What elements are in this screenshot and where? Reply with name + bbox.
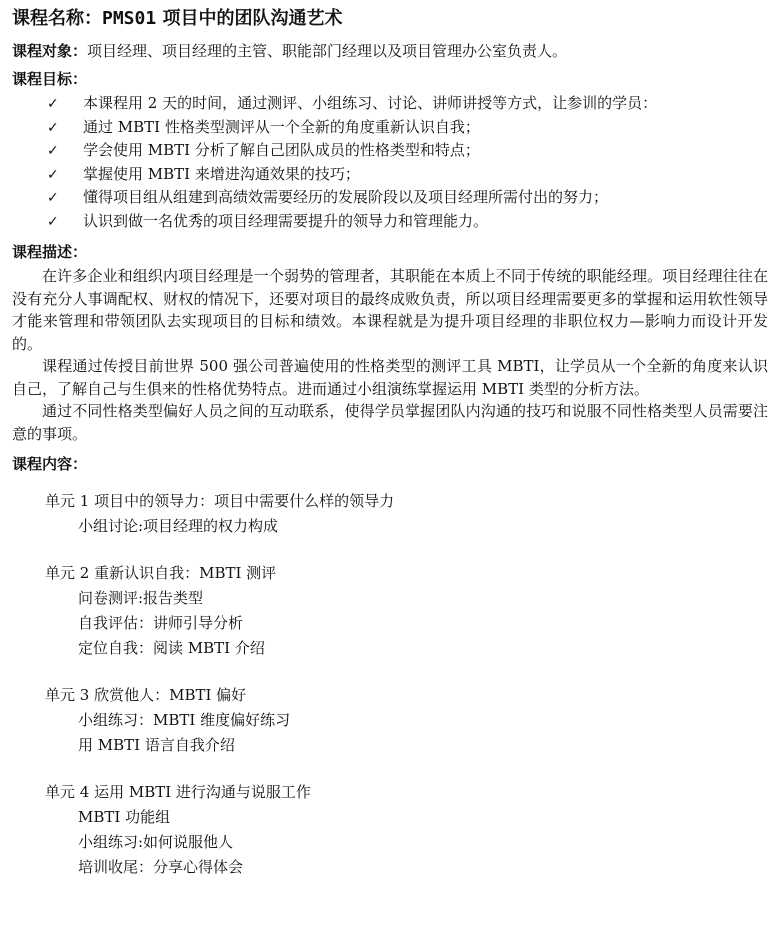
unit-2: [45, 561, 768, 661]
check-icon: ✓: [47, 96, 59, 112]
goal-item: ✓ 学会使用 MBTI 分析了解自己团队成员的性格类型和特点；: [47, 139, 768, 163]
goal-item: ✓ 掌握使用 MBTI 来增进沟通效果的技巧；: [47, 163, 768, 187]
unit-item: 问卷测评:报告类型: [78, 589, 204, 607]
audience-heading: 课程对象：: [12, 42, 88, 60]
check-icon: ✓: [47, 166, 59, 183]
course-title-label: 课程名称：: [12, 8, 102, 29]
unit-title: 单元 4 运用 MBTI 进行沟通与说服工作: [45, 783, 311, 801]
goals-heading: 课程目标：: [12, 70, 88, 88]
unit-title: 单元 3 欣赏他人：MBTI 偏好: [45, 686, 247, 704]
check-icon: ✓: [47, 119, 59, 136]
unit-item: 用 MBTI 语言自我介绍: [78, 736, 235, 754]
description-paragraph: 课程通过传授目前世界 500 强公司普遍使用的性格类型的测评工具 MBTI，让学员从一个全新的角度来认识自己，了解自己与生俱来的性格优势特点。进而通过小组演练掌握运用 MBTI 类型的分析方法。: [12, 357, 768, 398]
audience-section: [12, 38, 768, 64]
unit-item: 小组练习:如何说服他人: [78, 833, 234, 851]
course-code: PMS01: [102, 8, 157, 29]
check-icon: ✓: [47, 190, 59, 206]
goal-item: ✓ 认识到做一名优秀的项目经理需要提升的领导力和管理能力。: [47, 210, 768, 234]
description-paragraph: 在许多企业和组织内项目经理是一个弱势的管理者，其职能在本质上不同于传统的职能经理。项目经理往往在没有充分人事调配权、财权的情况下，还要对项目的最终成败负责，所以项目经理需要更多的掌握和运用软性领导才能来管理和带领团队去实现项目的目标和绩效。本课程就是为提升项目经理的非职位权力—影响力而设计开发的。: [12, 267, 768, 353]
check-icon: ✓: [47, 143, 59, 159]
content-units: [12, 489, 768, 880]
description-body: [12, 265, 768, 445]
description-paragraph: 通过不同性格类型偏好人员之间的互动联系，使得学员掌握团队内沟通的技巧和说服不同性格类型人员需要注意的事项。: [12, 402, 768, 443]
unit-item: 小组练习：MBTI 维度偏好练习: [78, 711, 291, 729]
unit-item: 定位自我：阅读 MBTI 介绍: [78, 639, 265, 657]
description-heading: 课程描述：: [12, 243, 88, 261]
unit-3: [45, 683, 768, 758]
unit-title: 单元 2 重新认识自我：MBTI 测评: [45, 564, 277, 582]
goal-item: ✓ 通过 MBTI 性格类型测评从一个全新的角度重新认识自我；: [47, 116, 768, 140]
unit-item: MBTI 功能组: [78, 808, 171, 826]
course-title: [12, 4, 768, 34]
unit-4: [45, 780, 768, 880]
unit-title: 单元 1 项目中的领导力：项目中需要什么样的领导力: [45, 492, 395, 510]
goal-item: ✓ 懂得项目组从组建到高绩效需要经历的发展阶段以及项目经理所需付出的努力；: [47, 186, 768, 210]
goals-list: [12, 92, 768, 233]
unit-1: [45, 489, 768, 539]
audience-text: 项目经理、项目经理的主管、职能部门经理以及项目管理办公室负责人。: [87, 42, 568, 60]
check-icon: ✓: [47, 213, 59, 230]
course-name: 项目中的团队沟通艺术: [162, 8, 343, 29]
goal-item: ✓ 本课程用 2 天的时间，通过测评、小组练习、讨论、讲师讲授等方式，让参训的学员：: [47, 92, 768, 116]
unit-item: 培训收尾：分享心得体会: [78, 858, 244, 876]
unit-item: 小组讨论:项目经理的权力构成: [78, 517, 279, 535]
content-heading: 课程内容：: [12, 455, 88, 473]
unit-item: 自我评估：讲师引导分析: [78, 614, 244, 632]
